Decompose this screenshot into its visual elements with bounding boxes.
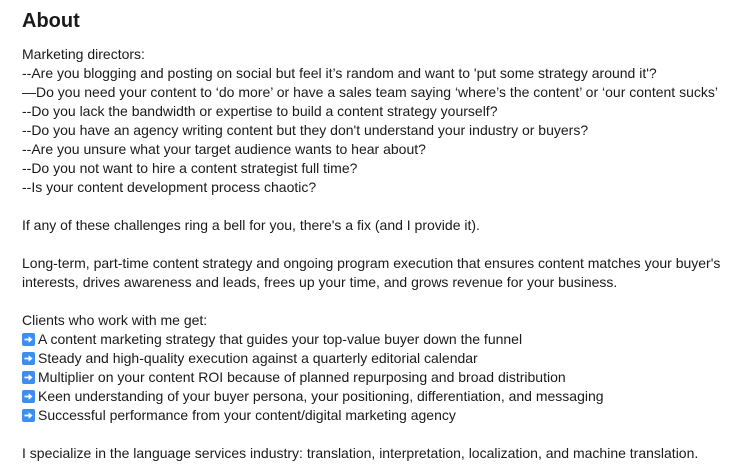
benefit-text: Successful performance from your content/digital marketing agency [38,407,456,423]
question-item: --Are you unsure what your target audience wants to hear about? [22,141,426,157]
benefit-text: A content marketing strategy that guides your top-value buyer down the funnel [38,331,523,347]
right-arrow-emoji-icon [22,333,35,346]
right-arrow-emoji-icon [22,390,35,403]
fix-line: If any of these challenges ring a bell for you, there's a fix (and I provide it). [22,217,480,233]
question-item: --Is your content development process chaotic? [22,179,317,195]
question-item: --Do you have an agency writing content but they don't understand your industry or buyers? [22,122,589,138]
right-arrow-emoji-icon [22,352,35,365]
benefit-item [22,406,728,425]
benefit-item [22,349,728,368]
spacer [22,197,728,216]
about-heading: About [22,10,80,32]
offer-paragraph: Long-term, part-time content strategy and ongoing program execution that ensures content matches your buyer's interests, drives awareness and leads, frees up your time, and grows revenue for your business. [22,255,721,290]
question-item: --Are you blogging and posting on social but feel it’s random and want to 'put some strategy around it'? [22,65,657,81]
right-arrow-emoji-icon [22,371,35,384]
spacer [22,425,728,444]
benefits-label: Clients who work with me get: [22,312,208,328]
benefit-text: Multiplier on your content ROI because of planned repurposing and broad distribution [38,369,566,385]
specialty-line: I specialize in the language services industry: translation, interpretation, localization, and machine translation. [22,445,699,461]
benefit-text: Keen understanding of your buyer persona, your positioning, differentiation, and messaging [38,388,604,404]
question-item: —Do you need your content to ‘do more’ or have a sales team saying ‘where’s the content’ or ‘our content sucks’ [22,84,718,100]
spacer [22,235,728,254]
spacer [22,292,728,311]
right-arrow-emoji-icon [22,409,35,422]
benefit-item [22,387,728,406]
benefit-item [22,330,728,349]
intro-label: Marketing directors: [22,46,145,62]
benefit-text: Steady and high-quality execution against a quarterly editorial calendar [38,350,478,366]
question-item: --Do you lack the bandwidth or expertise to build a content strategy yourself? [22,103,498,119]
question-item: --Do you not want to hire a content strategist full time? [22,160,358,176]
benefit-item [22,368,728,387]
